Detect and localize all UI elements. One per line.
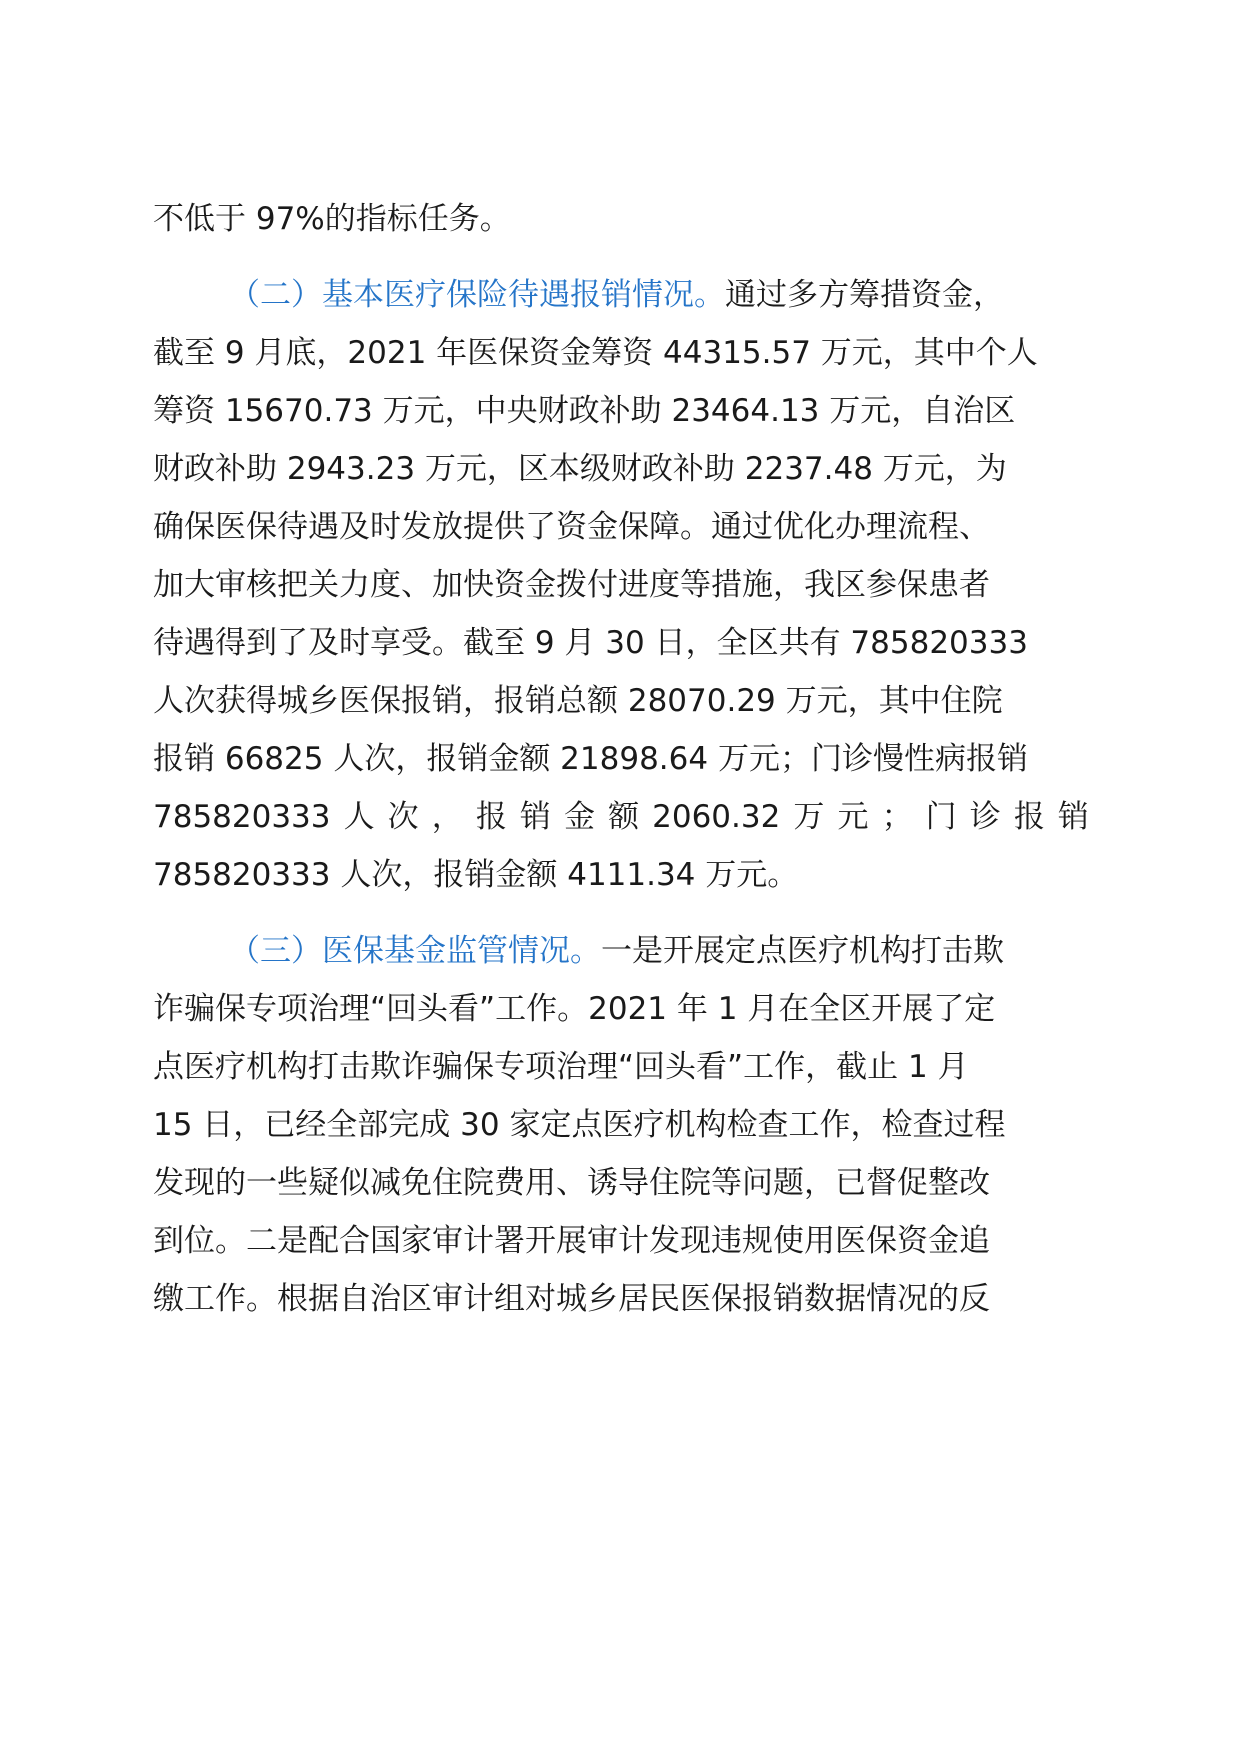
body-text-line: 缴工作。根据自治区审计组对城乡居民医保报销数据情况的反 — [153, 1281, 990, 1317]
body-text-line: 截至 9 月底，2021 年医保资金筹资 44315.57 万元，其中个人 — [153, 335, 1038, 371]
text-token: 销 — [1057, 799, 1089, 835]
text-token: 诊 — [969, 799, 1001, 835]
body-text-line: 加大审核把关力度、加快资金拨付进度等措施，我区参保患者 — [153, 567, 990, 603]
section-3-first-line — [229, 926, 1089, 976]
body-text-line: 到位。二是配合国家审计署开展审计发现违规使用医保资金追 — [153, 1223, 990, 1259]
section-2-first-line — [229, 270, 1089, 320]
text-token: 门 — [925, 799, 957, 835]
body-text-line: 筹资 15670.73 万元，中央财政补助 23464.13 万元，自治区 — [153, 393, 1016, 429]
text-token: 额 — [608, 799, 640, 835]
text-token: 万 — [793, 799, 825, 835]
body-text-line: 诈骗保专项治理“回头看”工作。2021 年 1 月在全区开展了定 — [153, 991, 996, 1027]
text-token: 金 — [563, 799, 595, 835]
text-token: 2060.32 — [652, 799, 781, 835]
body-text-line: 785820333 人次，报销金额 4111.34 万元。 — [153, 857, 799, 893]
text-token: ； — [881, 799, 913, 835]
body-text-line: 不低于 97%的指标任务。 — [153, 201, 511, 237]
text-token: 报 — [475, 799, 507, 835]
body-text: 一是开展定点医疗机构打击欺 — [601, 933, 1004, 969]
text-token: 销 — [519, 799, 551, 835]
text-token: ， — [431, 799, 463, 835]
body-text-line: 报销 66825 人次，报销金额 21898.64 万元；门诊慢性病报销 — [153, 741, 1028, 777]
body-text-line: 人次获得城乡医保报销，报销总额 28070.29 万元，其中住院 — [153, 683, 1003, 719]
body-text-line: 15 日，已经全部完成 30 家定点医疗机构检查工作，检查过程 — [153, 1107, 1006, 1143]
text-token: 次 — [387, 799, 419, 835]
body-text-line: 发现的一些疑似减免住院费用、诱导住院等问题，已督促整改 — [153, 1165, 990, 1201]
body-text-line-justified — [153, 792, 1089, 842]
body-text-line: 财政补助 2943.23 万元，区本级财政补助 2237.48 万元，为 — [153, 451, 1007, 487]
body-text: 通过多方筹措资金， — [725, 277, 1004, 313]
text-token: 元 — [837, 799, 869, 835]
section-2-heading: （二）基本医疗保险待遇报销情况。 — [229, 277, 725, 313]
text-token: 785820333 — [153, 799, 331, 835]
section-3-heading: （三）医保基金监管情况。 — [229, 933, 601, 969]
body-text-line: 待遇得到了及时享受。截至 9 月 30 日，全区共有 785820333 — [153, 625, 1028, 661]
body-text-line: 点医疗机构打击欺诈骗保专项治理“回头看”工作，截止 1 月 — [153, 1049, 969, 1085]
text-token: 人 — [343, 799, 375, 835]
text-token: 报 — [1013, 799, 1045, 835]
body-text-line: 确保医保待遇及时发放提供了资金保障。通过优化办理流程、 — [153, 509, 990, 545]
